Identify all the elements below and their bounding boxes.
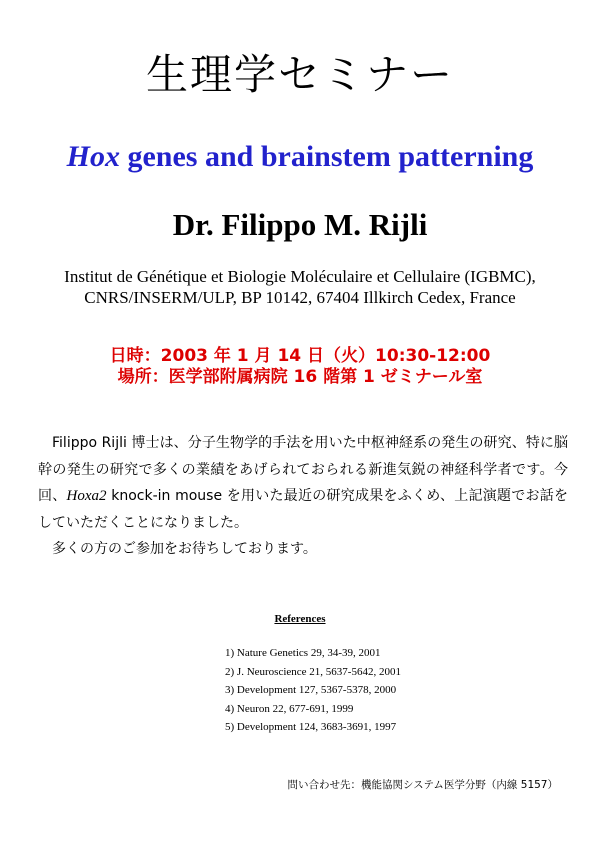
seminar-title xyxy=(0,140,600,174)
reference-item: 3) Development 127, 5367-5378, 2000 xyxy=(225,684,397,696)
description-italic: Hoxa2 xyxy=(66,488,107,504)
affiliation-line-1: Institut de Génétique et Biologie Moléculaire et Cellulaire (IGBMC), xyxy=(64,267,536,286)
seminar-title-rest: genes and brainstem patterning xyxy=(119,140,534,173)
venue: 場所：医学部附属病院 16 階第 1 ゼミナール室 xyxy=(117,367,483,387)
description-text-b: knock-in mouse を用いた最近の研究成果をふくめ、上記演題でお話をしていただくことになりました。 xyxy=(38,488,568,531)
description xyxy=(38,430,568,563)
reference-item: 5) Development 124, 3683-3691, 1997 xyxy=(225,721,397,733)
seminar-title-italic: Hox xyxy=(66,140,120,173)
datetime: 日時：2003 年 1 月 14 日（火）10:30-12:00 xyxy=(109,346,491,366)
schedule xyxy=(0,346,600,388)
reference-item: 1) Nature Genetics 29, 34-39, 2001 xyxy=(225,647,381,659)
description-text-a: Filippo Rijli 博士は、分子生物学的手法を用いた中枢神経系の発生の研究、特に脳幹の発生の研究で多くの業績をあげられておられる新進気鋭の神経科学者です。今回、 xyxy=(38,435,568,504)
affiliation xyxy=(0,266,600,308)
affiliation-line-2: CNRS/INSERM/ULP, BP 10142, 67404 Illkirch Cedex, France xyxy=(84,288,516,307)
reference-item: 2) J. Neuroscience 21, 5637-5642, 2001 xyxy=(225,665,401,678)
reference-item: 4) Neuron 22, 677-691, 1999 xyxy=(225,702,354,715)
page-heading: 生理学セミナー xyxy=(145,50,454,99)
contact-info: 問い合わせ先：機能協関システム医学分野（内線 5157） xyxy=(287,779,558,791)
description-text-c: 多くの方のご参加をお待ちしております。 xyxy=(52,541,317,557)
description-paragraph-2 xyxy=(38,536,568,563)
references-list xyxy=(225,644,401,737)
speaker-name: Dr. Filippo M. Rijli xyxy=(172,207,428,242)
references-title: References xyxy=(274,613,326,625)
description-paragraph-1 xyxy=(38,430,568,536)
